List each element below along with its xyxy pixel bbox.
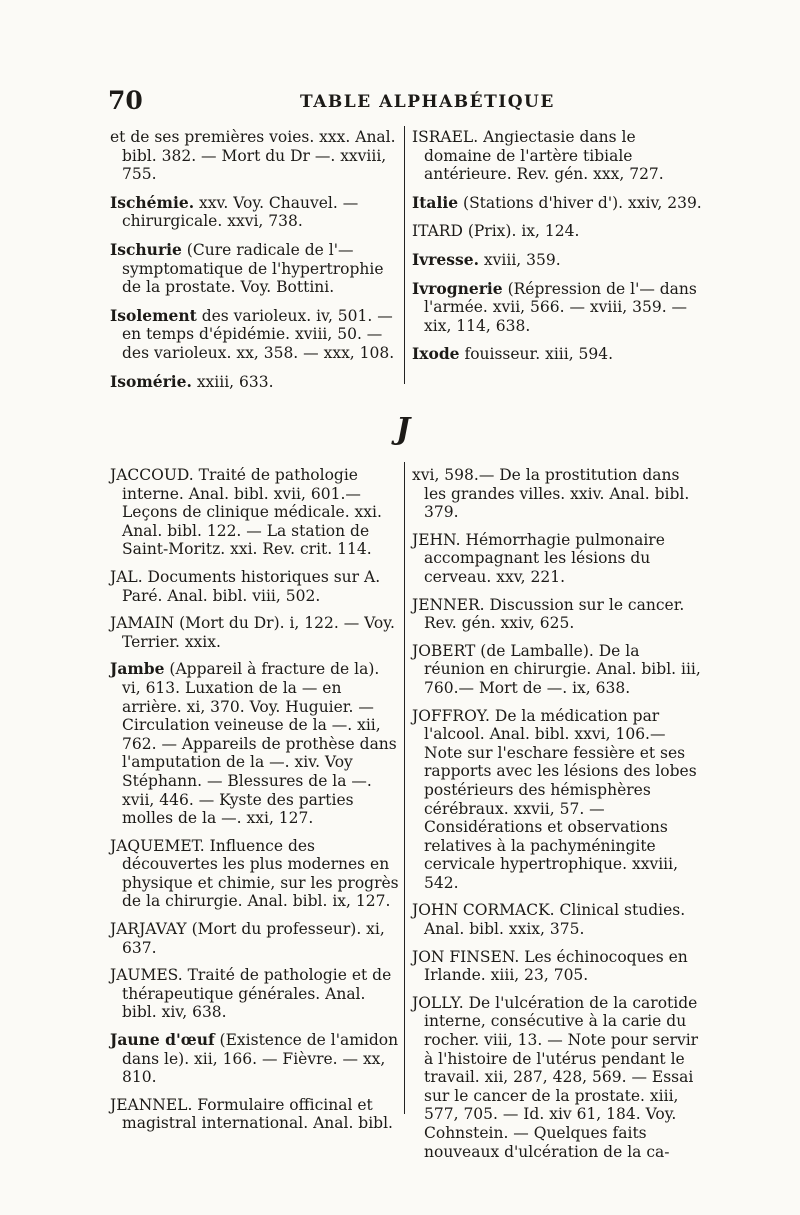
column-bottom-left xyxy=(110,466,400,1142)
index-entry: JENNER. Discussion sur le cancer. Rev. gén. xxiv, 625. xyxy=(412,595,685,633)
section-letter: J xyxy=(396,412,411,447)
index-entry: JOLLY. De l'ulcération de la carotide interne, consécutive à la carie du rocher. viii, 13. — Note pour servir à l'histoire de l'utérus pendant le travail. xii, 287, 428, 569. — Essai sur le cancer de la prostate. xiii, 577, 705. — Id. xiv 61, 184. Voy. Cohnstein. — Quelques faits nouveaux d'ulcération de la ca- xyxy=(412,993,699,1161)
index-entry: JAUMES. Traité de pathologie et de thérapeutique générales. Anal. bibl. xiv, 638. xyxy=(110,966,392,1022)
index-entry: JAMAIN (Mort du Dr). i, 122. — Voy. Terrier. xxix. xyxy=(110,614,395,651)
index-entry: Ivresse. xviii, 359. xyxy=(412,249,561,269)
index-entry: JARJAVAY (Mort du professeur). xi, 637. xyxy=(110,920,385,957)
index-entry: xvi, 598.— De la prostitution dans les grandes villes. xxiv. Anal. bibl. 379. xyxy=(412,466,690,522)
index-entry: Ischurie (Cure radicale de l'— symptomatique de l'hypertrophie de la prostate. Voy. Bottini. xyxy=(110,239,384,297)
index-entry: JON FINSEN. Les échinocoques en Irlande. xiii, 23, 705. xyxy=(412,947,688,985)
index-entry: Jambe (Appareil à fracture de la). vi, 613. Luxation de la — en arrière. xi, 370. Voy. Huguier. — Circulation veineuse de la —. xii, 762. — Appareils de prothèse dans l'amputation de la —. xiv. Voy Stéphann. — Blessures de la —. xvii, 446. — Kyste des parties molles de la —. xxi, 127. xyxy=(110,659,397,828)
column-divider-top xyxy=(404,126,405,384)
index-entry: JEANNEL. Formulaire officinal et magistral international. Anal. bibl. xyxy=(110,1095,393,1133)
index-entry: Italie (Stations d'hiver d'). xxiv, 239. xyxy=(412,192,702,212)
index-entry: JEHN. Hémorrhagie pulmonaire accompagnant les lésions du cerveau. xxv, 221. xyxy=(412,530,665,586)
index-entry: ITARD (Prix). ix, 124. xyxy=(412,222,580,241)
column-top-right xyxy=(412,128,702,374)
index-entry: JOFFROY. De la médication par l'alcool. Anal. bibl. xxvi, 106.—Note sur l'eschare fessière et ses rapports avec les lésions des lobes postérieurs des hémisphères cérébraux. xxvii, 57. — Considérations et observations relatives à la pachyméningite cervicale hypertrophique. xxviii, 542. xyxy=(412,706,697,892)
index-entry: JAL. Documents historiques sur A. Paré. Anal. bibl. viii, 502. xyxy=(110,567,381,605)
index-entry: Ixode fouisseur. xiii, 594. xyxy=(412,344,614,364)
index-entry: Jaune d'œuf (Existence de l'amidon dans le). xii, 166. — Fièvre. — xx, 810. xyxy=(110,1030,399,1087)
column-top-left xyxy=(110,128,400,401)
page-title: TABLE ALPHABÉTIQUE xyxy=(300,92,555,112)
column-bottom-right xyxy=(412,466,702,1170)
index-entry: Ivrognerie (Répression de l'— dans l'armée. xvii, 566. — xviii, 359. — xix, 114, 638. xyxy=(412,278,697,335)
index-entry: JOHN CORMACK. Clinical studies. Anal. bibl. xxix, 375. xyxy=(412,901,686,939)
page-number: 70 xyxy=(108,86,143,115)
index-entry: JAQUEMET. Influence des découvertes les plus modernes en physique et chimie, sur les progrès de la chirurgie. Anal. bibl. ix, 127. xyxy=(110,836,399,911)
index-entry: Isomérie. xxiii, 633. xyxy=(110,371,274,391)
index-entry: Isolement des varioleux. iv, 501. — en temps d'épidémie. xviii, 50. — des varioleux. xx, 358. — xxx, 108. xyxy=(110,305,395,362)
index-entry: et de ses premières voies. xxx. Anal. bibl. 382. — Mort du Dr —. xxviii, 755. xyxy=(110,128,396,184)
index-entry: JOBERT (de Lamballe). De la réunion en chirurgie. Anal. bibl. iii, 760.— Mort de —. ix, 638. xyxy=(412,641,701,697)
index-entry: ISRAEL. Angiectasie dans le domaine de l'artère tibiale antérieure. Rev. gén. xxx, 727. xyxy=(412,128,664,184)
index-entry: JACCOUD. Traité de pathologie interne. Anal. bibl. xvii, 601.— Leçons de clinique médicale. xxi. Anal. bibl. 122. — La station de Saint-Moritz. xxi. Rev. crit. 114. xyxy=(110,466,382,559)
column-divider-bottom xyxy=(404,462,405,1114)
index-entry: Ischémie. xxv. Voy. Chauvel. — chirurgicale. xxvi, 738. xyxy=(110,192,359,231)
